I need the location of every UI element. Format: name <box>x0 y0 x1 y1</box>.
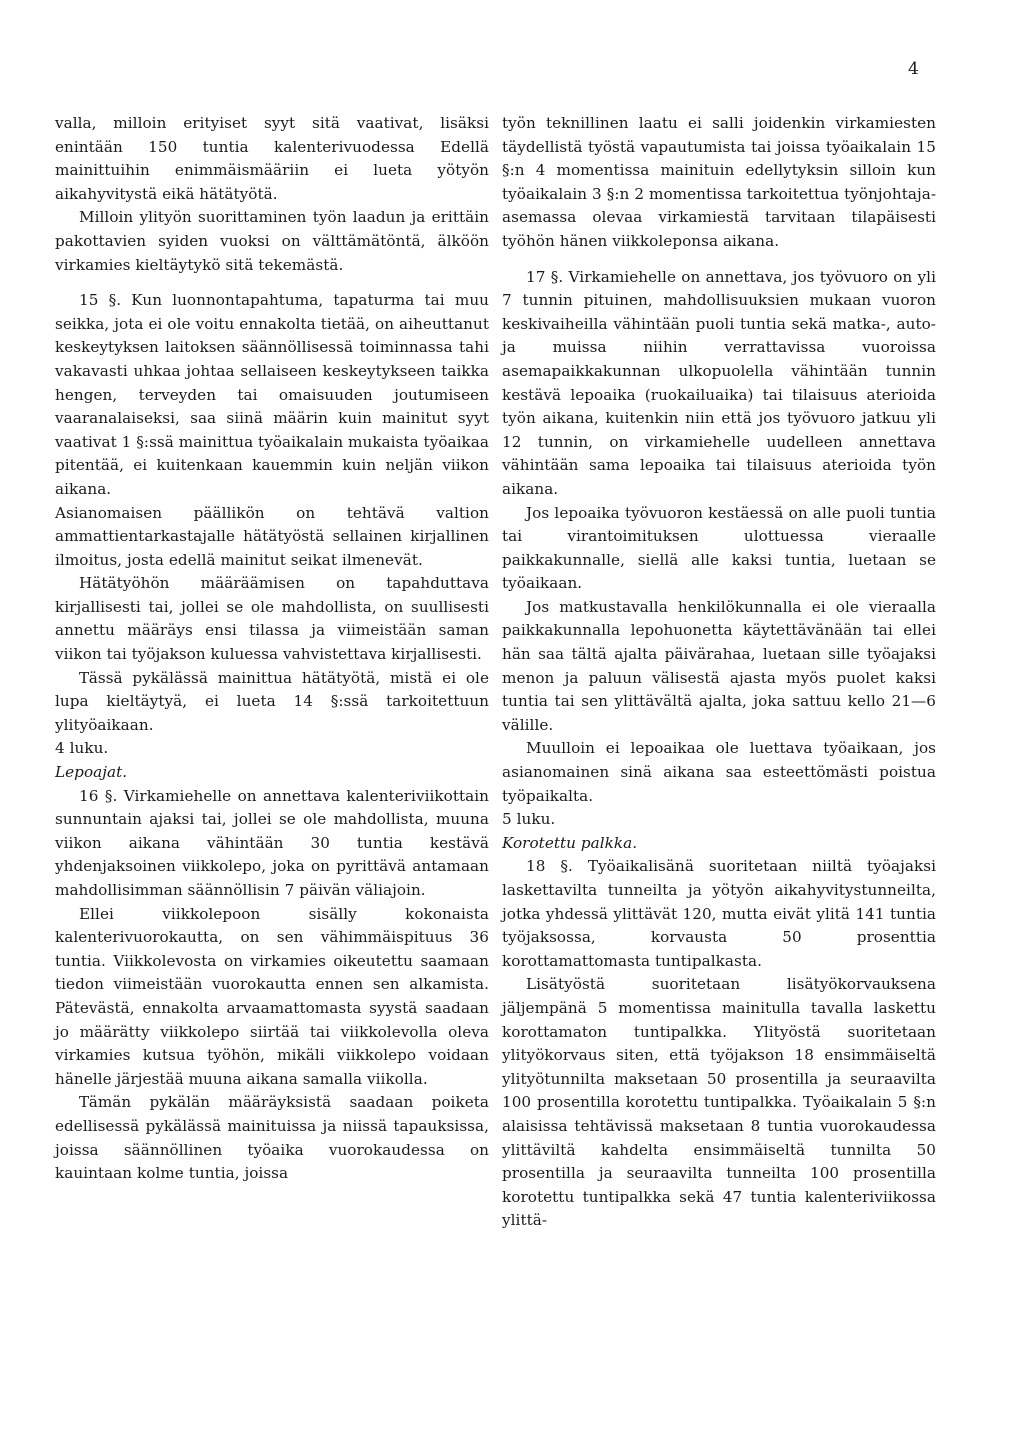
section-15-paragraph: 15 §. Kun luonnontapahtuma, tapaturma tai muu seikka, jota ei ole voitu ennakolta tietää, on aiheuttanut keskeytyksen laitoksen säännöllisessä toiminnassa tahi vakavasti uhkaa johtaa sellaiseen keskeytykseen taikka hengen, terveyden tai omaisuuden joutumiseen vaaranalaiseksi, saa siinä määrin kuin mainitut syyt vaativat 1 §:ssä mainittua työaikalain mukaista työaikaa pitentää, ei kuitenkaan kauemmin kuin neljän viikon aikana. <box>55 291 490 498</box>
section-16-paragraph: 16 §. Virkamiehelle on annettava kalenteriviikottain sunnuntain ajaksi tai, jollei se ole mahdollista, muuna viikon aikana vähintään 30 tuntia kestävä yhdenjaksoinen viikkolepo, joka on pyrittävä antamaan mahdollisimman säännöllisin 7 päivän väliajoin. <box>55 786 489 899</box>
paragraph: Asianomaisen päällikön on tehtävä valtion ammattientarkastajalle hätätyöstä sellainen kirjallinen ilmoitus, josta edellä mainitut seikat ilmenevät. <box>55 503 489 569</box>
paragraph: Jos lepoaika työvuoron kestäessä on alle puoli tuntia tai virantoimituksen ulottuessa vieraalle paikkakunnalle, siellä alle kaksi tuntia, luetaan se työaikaan. <box>502 503 936 593</box>
paragraph: Ellei viikkolepoon sisälly kokonaista kalenterivuorokautta, on sen vähimmäispituus 36 tuntia. Viikkolevosta on virkamies oikeutettu saamaan tiedon viimeistään vuorokautta ennen sen alkamista. Pätevästä, ennakolta arvaamattomasta syystä saadaan jo määrätty viikkolepo siirtää tai viikkolevolla oleva virkamies kutsua työhön, mikäli viikkolepo voidaan hänelle järjestää muuna aikana samalla viikolla. <box>55 904 489 1088</box>
paragraph: Tämän pykälän määräyksistä saadaan poiketa edellisessä pykälässä mainituissa ja niissä tapauksissa, joissa säännöllinen työaika vuorokaudessa on kauintaan kolme tuntia, joissa <box>55 1093 489 1183</box>
section-17-paragraph: 17 §. Virkamiehelle on annettava, jos työvuoro on yli 7 tunnin pituinen, mahdollisuuksien mukaan vuoron keskivaiheilla vähintään puoli tuntia sekä matka-, auto- ja muissa niihin verrattavissa vuoroissa asemapaikkakunnan ulkopuolella vähintään tunnin kestävä lepoaika (ruokailuaika) tai tilaisuus aterioida työn aikana, kuitenkin niin että jos työvuoro jatkuu yli 12 tunnin, on virkamiehelle uudelleen annettava vähintään sama lepoaika tai tilaisuus aterioida työn aikana. <box>502 267 936 498</box>
right-column <box>502 112 936 1233</box>
paragraph: Jos matkustavalla henkilökunnalla ei ole vieraalla paikkakunnalla lepohuonetta käytettävänään tai ellei hän saa tältä ajalta päivärahaa, luetaan sille työajaksi menon ja paluun välisestä ajasta myös puolet kaksi tuntia tai sen ylittävältä ajalta, joka sattuu kello 21—6 välille. <box>502 597 936 734</box>
paragraph: Lisätyöstä suoritetaan lisätyökorvauksena jäljempänä 5 momentissa mainitulla tavalla laskettu korottamaton tuntipalkka. Ylityöstä suoritetaan ylityökorvaus siten, että työjakson 18 ensimmäiseltä ylityötunnilta maksetaan 50 prosentilla ja seuraavilta 100 prosentilla korotettu tuntipalkka. Työaikalain 5 §:n alaisissa tehtävissä maksetaan 8 tuntia vuorokaudessa ylittäviltä kahdelta ensimmäiseltä tunnilta 50 prosentilla ja seuraavilta tunneilta 100 prosentilla korotettu tuntipalkka sekä 47 tuntia kalenteriviikossa ylittä- <box>502 975 936 1230</box>
paragraph: työn teknillinen laatu ei salli joidenkin virkamiesten täydellistä työstä vapautumista tai joissa työaikalain 15 §:n 4 momentissa mainituin edellytyksin silloin kun työaikalain 3 §:n 2 momentissa tarkoitettua työnjohtaja-asemassa olevaa virkamiestä tarvitaan tilapäisesti työhön hänen viikkoleponsa aikana. <box>502 114 936 250</box>
paragraph: Hätätyöhön määräämisen on tapahduttava kirjallisesti tai, jollei se ole mahdollista, on suullisesti annettu määräys ensi tilassa ja viimeistään saman viikon tai työjakson kuluessa vahvistettava kirjallisesti. <box>55 574 489 664</box>
chapter-number: 5 luku. <box>502 810 556 829</box>
chapter-title: Korotettu palkka. <box>502 833 638 852</box>
paragraph: Milloin ylityön suorittaminen työn laadun ja erittäin pakottavien syiden vuoksi on välttämätöntä, älköön virkamies kieltäytykö sitä tekemästä. <box>55 208 489 274</box>
section-18-paragraph: 18 §. Työaikalisänä suoritetaan niiltä työajaksi laskettavilta tunneilta ja yötyön aikahyvitystunneilta, jotka yhdessä ylittävät 120, mutta eivät ylitä 141 tuntia työjaksossa, korvausta 50 prosenttia korottamattomasta tuntipalkasta. <box>502 857 936 970</box>
paragraph: Muulloin ei lepoaikaa ole luettava työaikaan, jos asianomainen sinä aikana saa esteettömästi poistua työpaikalta. <box>502 739 936 805</box>
paragraph: valla, milloin erityiset syyt sitä vaativat, lisäksi enintään 150 tuntia kalenterivuodessa Edellä mainittuihin enimmäismääriin ei lueta yötyön aikahyvitystä eikä hätätyötä. <box>55 114 489 203</box>
left-column <box>55 112 489 1186</box>
chapter-number: 4 luku. <box>55 739 109 758</box>
page-number: 4 <box>908 59 919 79</box>
chapter-title: Lepoajat. <box>55 763 128 782</box>
paragraph: Tässä pykälässä mainittua hätätyötä, mistä ei ole lupa kieltäytyä, ei lueta 14 §:ssä tarkoitettuun ylityöaikaan. <box>55 668 489 734</box>
